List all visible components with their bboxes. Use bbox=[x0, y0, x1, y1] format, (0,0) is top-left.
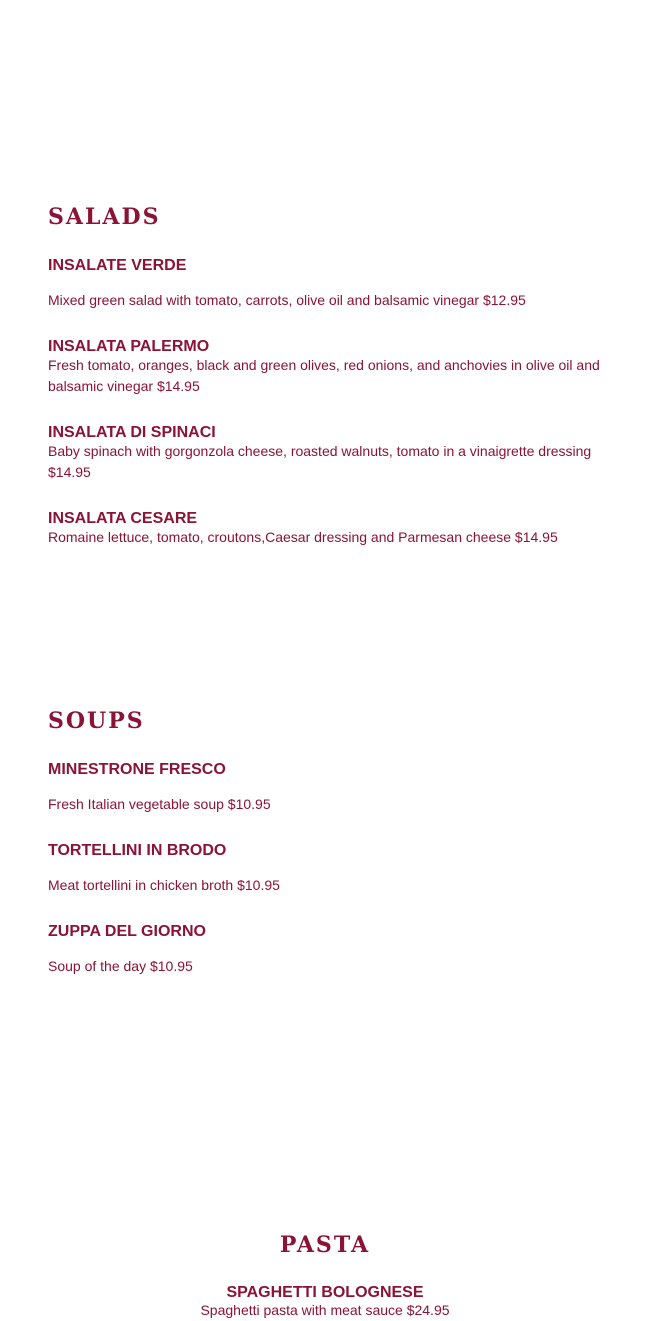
soups-heading: SOUPS bbox=[48, 708, 145, 734]
salad-item-name: INSALATA CESARE bbox=[48, 510, 198, 527]
soup-item-name: ZUPPA DEL GIORNO bbox=[48, 923, 206, 940]
salads-heading: SALADS bbox=[48, 204, 161, 230]
soup-item-desc: Soup of the day $10.95 bbox=[48, 958, 193, 974]
soup-item-desc: Meat tortellini in chicken broth $10.95 bbox=[48, 877, 280, 893]
salad-item-name: INSALATE VERDE bbox=[48, 257, 187, 274]
soup-item-name: TORTELLINI IN BRODO bbox=[48, 842, 227, 859]
salad-item-desc: Mixed green salad with tomato, carrots, olive oil and balsamic vinegar $12.95 bbox=[48, 292, 526, 308]
pasta-heading: PASTA bbox=[279, 1232, 371, 1258]
salad-item-desc: Fresh tomato, oranges, black and green olives, red onions, and anchovies in olive oil and balsamic vinegar $14.95 bbox=[48, 357, 600, 394]
soup-item-desc: Fresh Italian vegetable soup $10.95 bbox=[48, 796, 271, 812]
salad-item-desc: Romaine lettuce, tomato, croutons,Caesar dressing and Parmesan cheese $14.95 bbox=[48, 529, 558, 545]
salad-item-name: INSALATA DI SPINACI bbox=[48, 424, 216, 441]
salad-item-name: INSALATA PALERMO bbox=[48, 338, 210, 355]
soup-item-name: MINESTRONE FRESCO bbox=[48, 761, 226, 778]
pasta-item-desc: Spaghetti pasta with meat sauce $24.95 bbox=[200, 1302, 450, 1318]
pasta-item-name: SPAGHETTI BOLOGNESE bbox=[226, 1284, 424, 1301]
salad-item-desc: Baby spinach with gorgonzola cheese, roasted walnuts, tomato in a vinaigrette dressing $14.95 bbox=[48, 443, 592, 480]
